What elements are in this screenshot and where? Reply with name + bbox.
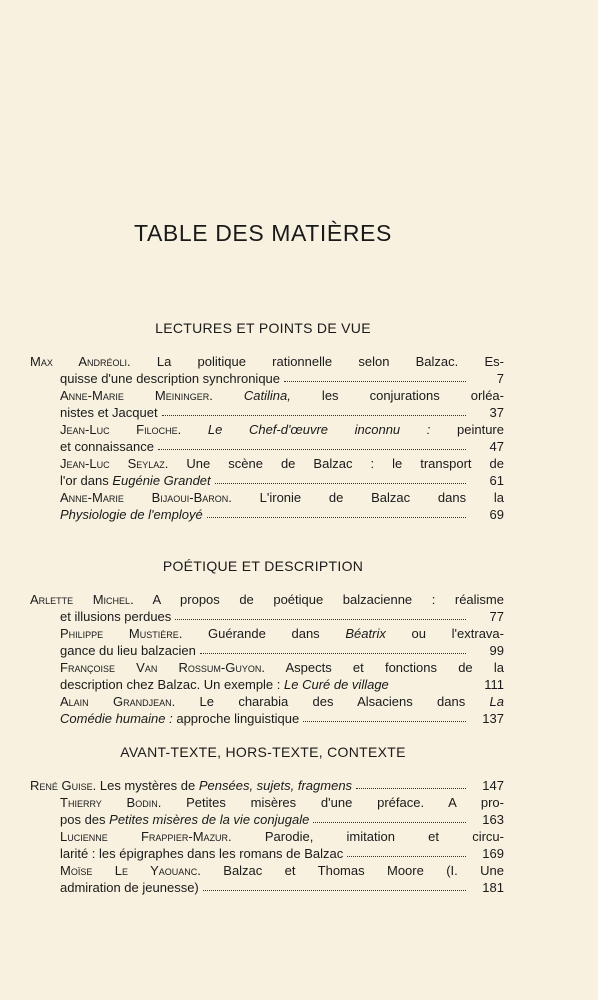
author-name: Philippe Mustière. bbox=[60, 626, 183, 641]
toc-entry-line bbox=[60, 659, 504, 676]
page-number: 111 bbox=[484, 677, 504, 692]
author-name: Anne-Marie Meininger. bbox=[60, 388, 213, 403]
work-title: Catilina, bbox=[243, 388, 291, 403]
toc-entry[interactable] bbox=[30, 794, 504, 828]
work-title: Comédie humaine : bbox=[60, 711, 173, 726]
page-number: 147 bbox=[482, 778, 504, 793]
toc-entry-line bbox=[30, 353, 504, 370]
entry-text: description chez Balzac. Un exemple : bbox=[60, 677, 284, 692]
toc-entry-line bbox=[60, 370, 504, 387]
entry-text: Les mystères de bbox=[96, 778, 199, 793]
entry-text: ou l'extrava- bbox=[385, 626, 504, 641]
toc-entry[interactable] bbox=[30, 353, 504, 387]
page-title: TABLE DES MATIÈRES bbox=[134, 220, 392, 246]
author-name: Thierry Bodin. bbox=[60, 795, 162, 810]
toc-entry-line bbox=[60, 676, 504, 693]
author-name: Lucienne Frappier-Mazur. bbox=[60, 829, 232, 844]
work-title: Eugénie Grandet bbox=[112, 473, 211, 488]
toc-entry-line bbox=[30, 777, 504, 794]
toc-entry[interactable] bbox=[30, 455, 504, 489]
dot-leader bbox=[207, 517, 466, 518]
toc-entry[interactable] bbox=[30, 591, 504, 625]
toc-entry[interactable] bbox=[30, 693, 504, 727]
dot-leader bbox=[215, 483, 466, 484]
toc-entry-line bbox=[30, 591, 504, 608]
dot-leader bbox=[303, 721, 466, 722]
dot-leader bbox=[200, 653, 466, 654]
author-name: Anne-Marie Bijaoui-Baron. bbox=[60, 490, 232, 505]
page-number: 69 bbox=[489, 507, 504, 522]
entry-text: pos des bbox=[60, 812, 110, 827]
toc-entry-line bbox=[60, 455, 504, 472]
work-title: Le Curé de village bbox=[284, 677, 389, 692]
entry-text: approche linguistique bbox=[172, 711, 300, 726]
entry-text: Le charabia des Alsaciens dans bbox=[175, 694, 490, 709]
entry-text: larité : les épigraphes dans les romans de Balzac bbox=[60, 846, 344, 861]
toc-entry-line bbox=[60, 387, 504, 404]
author-name: Arlette Michel. bbox=[30, 592, 134, 607]
entry-text: Guérande dans bbox=[182, 626, 346, 641]
page-number: 7 bbox=[496, 371, 504, 386]
entry-text: peinture bbox=[430, 422, 504, 437]
toc-entry-line bbox=[60, 438, 504, 455]
toc-entry-line bbox=[60, 506, 504, 523]
toc-entry-line bbox=[60, 862, 504, 879]
page-number: 37 bbox=[489, 405, 504, 420]
toc-entry[interactable] bbox=[30, 387, 504, 421]
toc-entry-line bbox=[60, 710, 504, 727]
work-title: Le Chef-d'œuvre inconnu : bbox=[207, 422, 431, 437]
entry-text bbox=[181, 422, 208, 437]
dot-leader bbox=[347, 856, 466, 857]
toc-entry[interactable] bbox=[30, 659, 504, 693]
dot-leader bbox=[284, 381, 466, 382]
dot-leader bbox=[175, 619, 466, 620]
entry-text: La politique rationnelle selon Balzac. Es- bbox=[130, 354, 504, 369]
toc-entry-line bbox=[60, 811, 504, 828]
section-entries bbox=[30, 777, 504, 896]
page-number: 47 bbox=[489, 439, 504, 454]
entry-text: Balzac et Thomas Moore (I. Une bbox=[200, 863, 504, 878]
toc-entry-line bbox=[60, 879, 504, 896]
toc-entry[interactable] bbox=[30, 421, 504, 455]
author-name: Moïse Le Yaouanc. bbox=[60, 863, 201, 878]
toc-entry-line bbox=[60, 642, 504, 659]
entry-text: les conjurations orléa- bbox=[290, 388, 504, 403]
page-number: 61 bbox=[489, 473, 504, 488]
toc-entry-line bbox=[60, 693, 504, 710]
toc-entry-line bbox=[60, 421, 504, 438]
author-name: Alain Grandjean. bbox=[60, 694, 176, 709]
entry-text: Une scène de Balzac : le transport de bbox=[168, 456, 504, 471]
toc-entry[interactable] bbox=[30, 777, 504, 794]
toc-entry[interactable] bbox=[30, 489, 504, 523]
dot-leader bbox=[203, 890, 466, 891]
entry-text: l'or dans bbox=[60, 473, 113, 488]
toc-entry-line bbox=[60, 472, 504, 489]
toc-entry-line bbox=[60, 489, 504, 506]
section-heading: POÉTIQUE ET DESCRIPTION bbox=[162, 558, 364, 574]
entry-text: L'ironie de Balzac dans la bbox=[231, 490, 504, 505]
page-number: 181 bbox=[482, 880, 504, 895]
entry-text: Aspects et fonctions de la bbox=[264, 660, 504, 675]
entry-text: Petites misères d'une préface. A pro- bbox=[161, 795, 504, 810]
toc-entry-line bbox=[60, 625, 504, 642]
toc-entry[interactable] bbox=[30, 862, 504, 896]
entry-text: nistes et Jacquet bbox=[60, 405, 158, 420]
author-name: Jean-Luc Filoche. bbox=[60, 422, 182, 437]
page-number: 137 bbox=[482, 711, 504, 726]
toc-entry-line bbox=[60, 845, 504, 862]
entry-text: A propos de poétique balzacienne : réalisme bbox=[133, 592, 504, 607]
dot-leader bbox=[158, 449, 466, 450]
entry-text bbox=[213, 388, 244, 403]
work-title: Physiologie de l'employé bbox=[60, 507, 203, 522]
entry-text: et illusions perdues bbox=[60, 609, 172, 624]
author-name: Jean-Luc Seylaz. bbox=[60, 456, 169, 471]
work-title: Béatrix bbox=[345, 626, 386, 641]
section-heading: AVANT-TEXTE, HORS-TEXTE, CONTEXTE bbox=[120, 744, 406, 760]
entry-text: et connaissance bbox=[60, 439, 154, 454]
author-name: Françoise Van Rossum-Guyon. bbox=[60, 660, 265, 675]
work-title: Pensées, sujets, fragmens bbox=[198, 778, 353, 793]
section-heading: LECTURES ET POINTS DE VUE bbox=[155, 320, 371, 336]
toc-entry[interactable] bbox=[30, 828, 504, 862]
dot-leader bbox=[162, 415, 466, 416]
page-number: 77 bbox=[489, 609, 504, 624]
toc-entry[interactable] bbox=[30, 625, 504, 659]
work-title: Petites misères de la vie conjugale bbox=[109, 812, 310, 827]
page-number: 163 bbox=[482, 812, 504, 827]
entry-text: gance du lieu balzacien bbox=[60, 643, 196, 658]
page-number: 99 bbox=[489, 643, 504, 658]
entry-text: quisse d'une description synchronique bbox=[60, 371, 281, 386]
author-name: René Guise. bbox=[30, 778, 97, 793]
toc-entry-line bbox=[60, 608, 504, 625]
author-name: Max Andréoli. bbox=[30, 354, 131, 369]
dot-leader bbox=[356, 788, 466, 789]
page-number: 169 bbox=[482, 846, 504, 861]
section-entries bbox=[30, 353, 504, 523]
toc-entry-line bbox=[60, 404, 504, 421]
section-entries bbox=[30, 591, 504, 727]
toc-entry-line bbox=[60, 828, 504, 845]
entry-text: Parodie, imitation et circu- bbox=[231, 829, 504, 844]
work-title: La bbox=[489, 694, 504, 709]
dot-leader bbox=[313, 822, 466, 823]
toc-entry-line bbox=[60, 794, 504, 811]
entry-text: admiration de jeunesse) bbox=[60, 880, 199, 895]
